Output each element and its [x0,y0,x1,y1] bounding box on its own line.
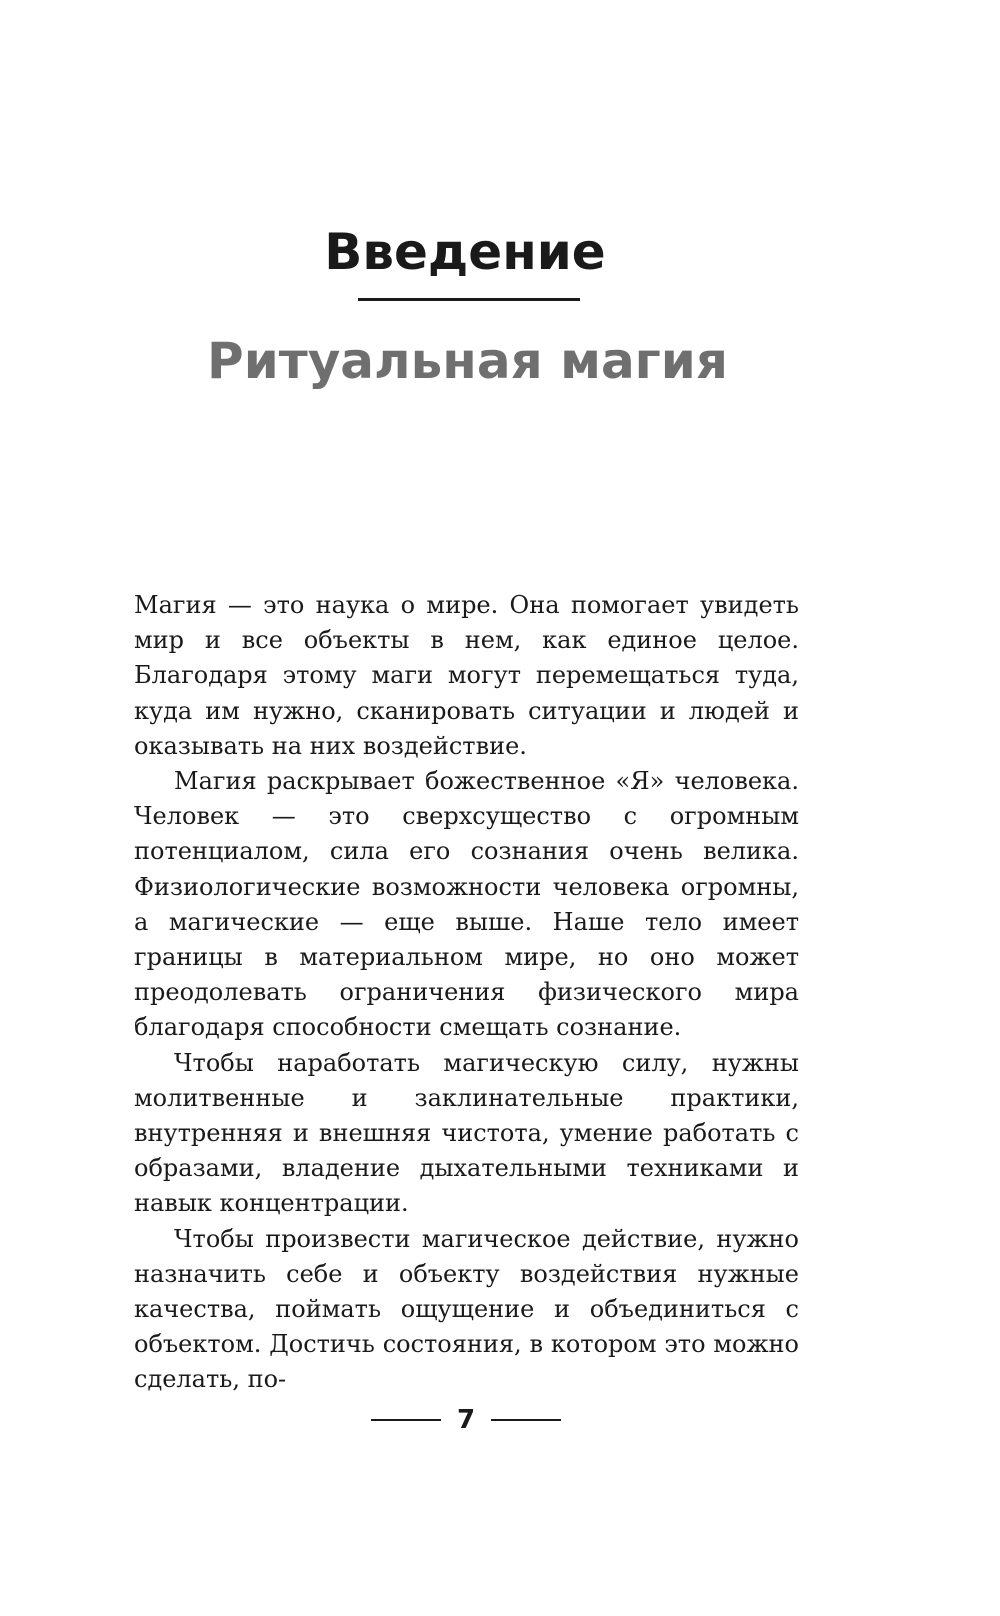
paragraph-4: Чтобы произвести магическое действие, нужно назначить себе и объекту воздействия нужные качества, поймать ощущение и объединиться с объектом. Достичь состояния, в котором это можно сделать, по- [134,1224,799,1394]
title-divider [358,298,580,301]
paragraph-2: Магия раскрывает божественное «Я» человека. Человек — это сверхсущество с огромным потенциалом, сила его сознания очень велика. Физиологические возможности человека огромны, а магические — еще выше. Наше тело имеет границы в материальном мире, но оно может преодолевать ограничения физического мира благодаря способности смещать сознание. [134,767,799,1042]
folio-rule-left [371,1419,441,1421]
body-text [134,588,799,1398]
page-footer [370,1402,562,1438]
paragraph-3: Чтобы наработать магическую силу, нужны молитвенные и заклинательные практики, внутренняя и внешняя чистота, умение работать с образами, владение дыхательными техниками и навык концентрации. [134,1048,799,1218]
paragraph-1: Магия — это наука о мире. Она помогает увидеть мир и все объекты в нем, как единое целое. Благодаря этому маги могут перемещаться туда, куда им нужно, сканировать ситуации и людей и оказывать на них воздействие. [134,591,799,760]
folio-rule-right [491,1419,561,1421]
page-number: 7 [456,1405,476,1435]
chapter-subtitle: Ритуальная магия [207,332,728,390]
chapter-title: Введение [324,223,606,281]
